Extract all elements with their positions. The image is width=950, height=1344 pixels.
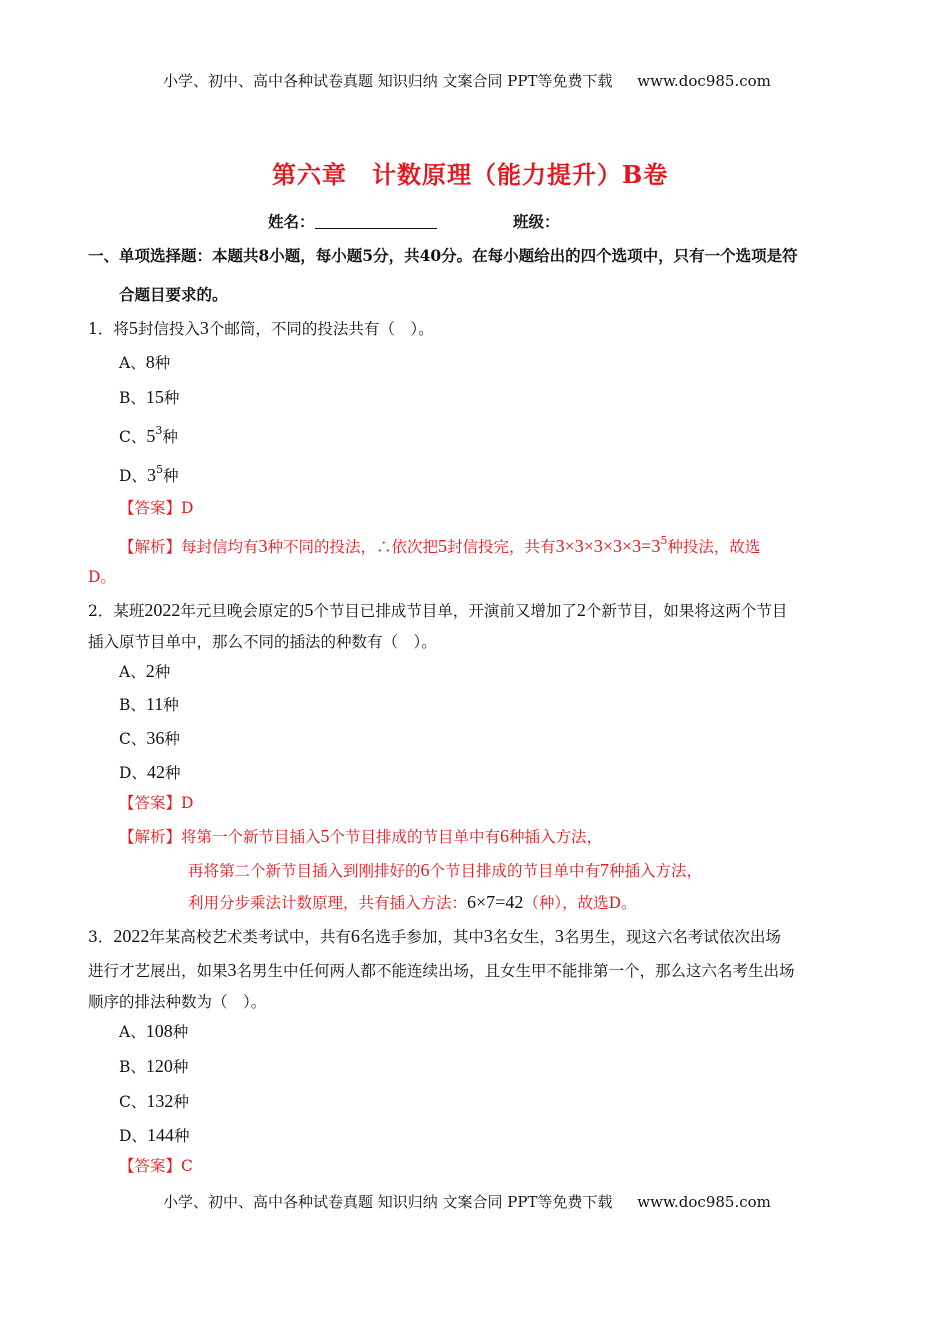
section-heading-line1: 一、单项选择题：本题共8小题，每小题5分，共40分。在每小题给出的四个选项中，只有一个选项是符 (88, 246, 798, 265)
name-blank[interactable] (315, 214, 437, 229)
question-1-stem: 1．将5封信投入3个邮筒，不同的投法共有（ ）。 (88, 318, 434, 338)
question-2-stem-line1: 2．某班2022年元旦晚会原定的5个节目已排成节目单，开演前又增加了2个新节目，如果将这两个节目 (88, 600, 788, 620)
q2-analysis-line3: 利用分步乘法计数原理，共有插入方法：6×7=42（种），故选D。 (188, 892, 637, 912)
q1-option-a[interactable]: A、8种 (119, 352, 171, 372)
q2-option-d[interactable]: D、42种 (119, 762, 181, 782)
q1-answer: 【答案】D (119, 499, 194, 517)
q2-answer: 【答案】D (119, 794, 194, 812)
page-header (163, 70, 771, 91)
name-field (268, 212, 437, 232)
q3-option-b[interactable]: B、120种 (119, 1056, 189, 1076)
q1-option-d[interactable]: D、$3^5$种 (119, 463, 179, 485)
q2-option-b[interactable]: B、11种 (119, 694, 179, 714)
q3-option-a[interactable]: A、108种 (119, 1021, 189, 1041)
q3-option-c[interactable]: C、132种 (119, 1091, 189, 1111)
q1-option-c[interactable]: C、$5^3$种 (119, 424, 178, 446)
question-2-stem-line2: 插入原节目单中，那么不同的插法的种数有（ ）。 (88, 633, 437, 651)
q1-option-b[interactable]: B、15种 (119, 387, 180, 407)
footer-url: www.doc985.com (637, 1193, 771, 1211)
name-label: 姓名： (268, 212, 315, 231)
section-heading-line2: 合题目要求的。 (119, 285, 228, 304)
page-title: 第六章 计数原理（能力提升）B卷 (272, 160, 669, 189)
question-3-stem-line2: 进行才艺展出，如果3名男生中任何两人都不能连续出场，且女生甲不能排第一个，那么这六名考生出场 (88, 960, 795, 980)
header-text: 小学、初中、高中各种试卷真题 知识归纳 文案合同 PPT等免费下载 (163, 72, 613, 90)
q2-option-a[interactable]: A、2种 (119, 661, 171, 681)
q1-analysis: 【解析】每封信均有3种不同的投法，∴依次把5封信投完，共有$3\times 3\times 3\times 3\times 3=3^5$种投法，故选 (119, 534, 761, 556)
class-label: 班级： (513, 212, 560, 231)
question-3-stem-line3: 顺序的排法种数为（ ）。 (88, 993, 267, 1011)
page-footer (163, 1191, 771, 1212)
q2-option-c[interactable]: C、36种 (119, 728, 180, 748)
footer-text: 小学、初中、高中各种试卷真题 知识归纳 文案合同 PPT等免费下载 (163, 1193, 613, 1211)
q1-analysis-line2: D。 (88, 568, 116, 586)
q2-analysis-line1: 【解析】将第一个新节目插入5个节目排成的节目单中有6种插入方法， (119, 826, 603, 846)
question-3-stem-line1: 3．2022年某高校艺术类考试中，共有6名选手参加，其中3名女生，3名男生，现这六名考试依次出场 (88, 926, 781, 946)
header-url: www.doc985.com (637, 72, 771, 90)
q3-option-d[interactable]: D、144种 (119, 1125, 190, 1145)
q2-analysis-line2: 再将第二个新节目插入到刚排好的6个节目排成的节目单中有7种插入方法， (188, 860, 703, 880)
q3-answer: 【答案】C (119, 1157, 193, 1175)
